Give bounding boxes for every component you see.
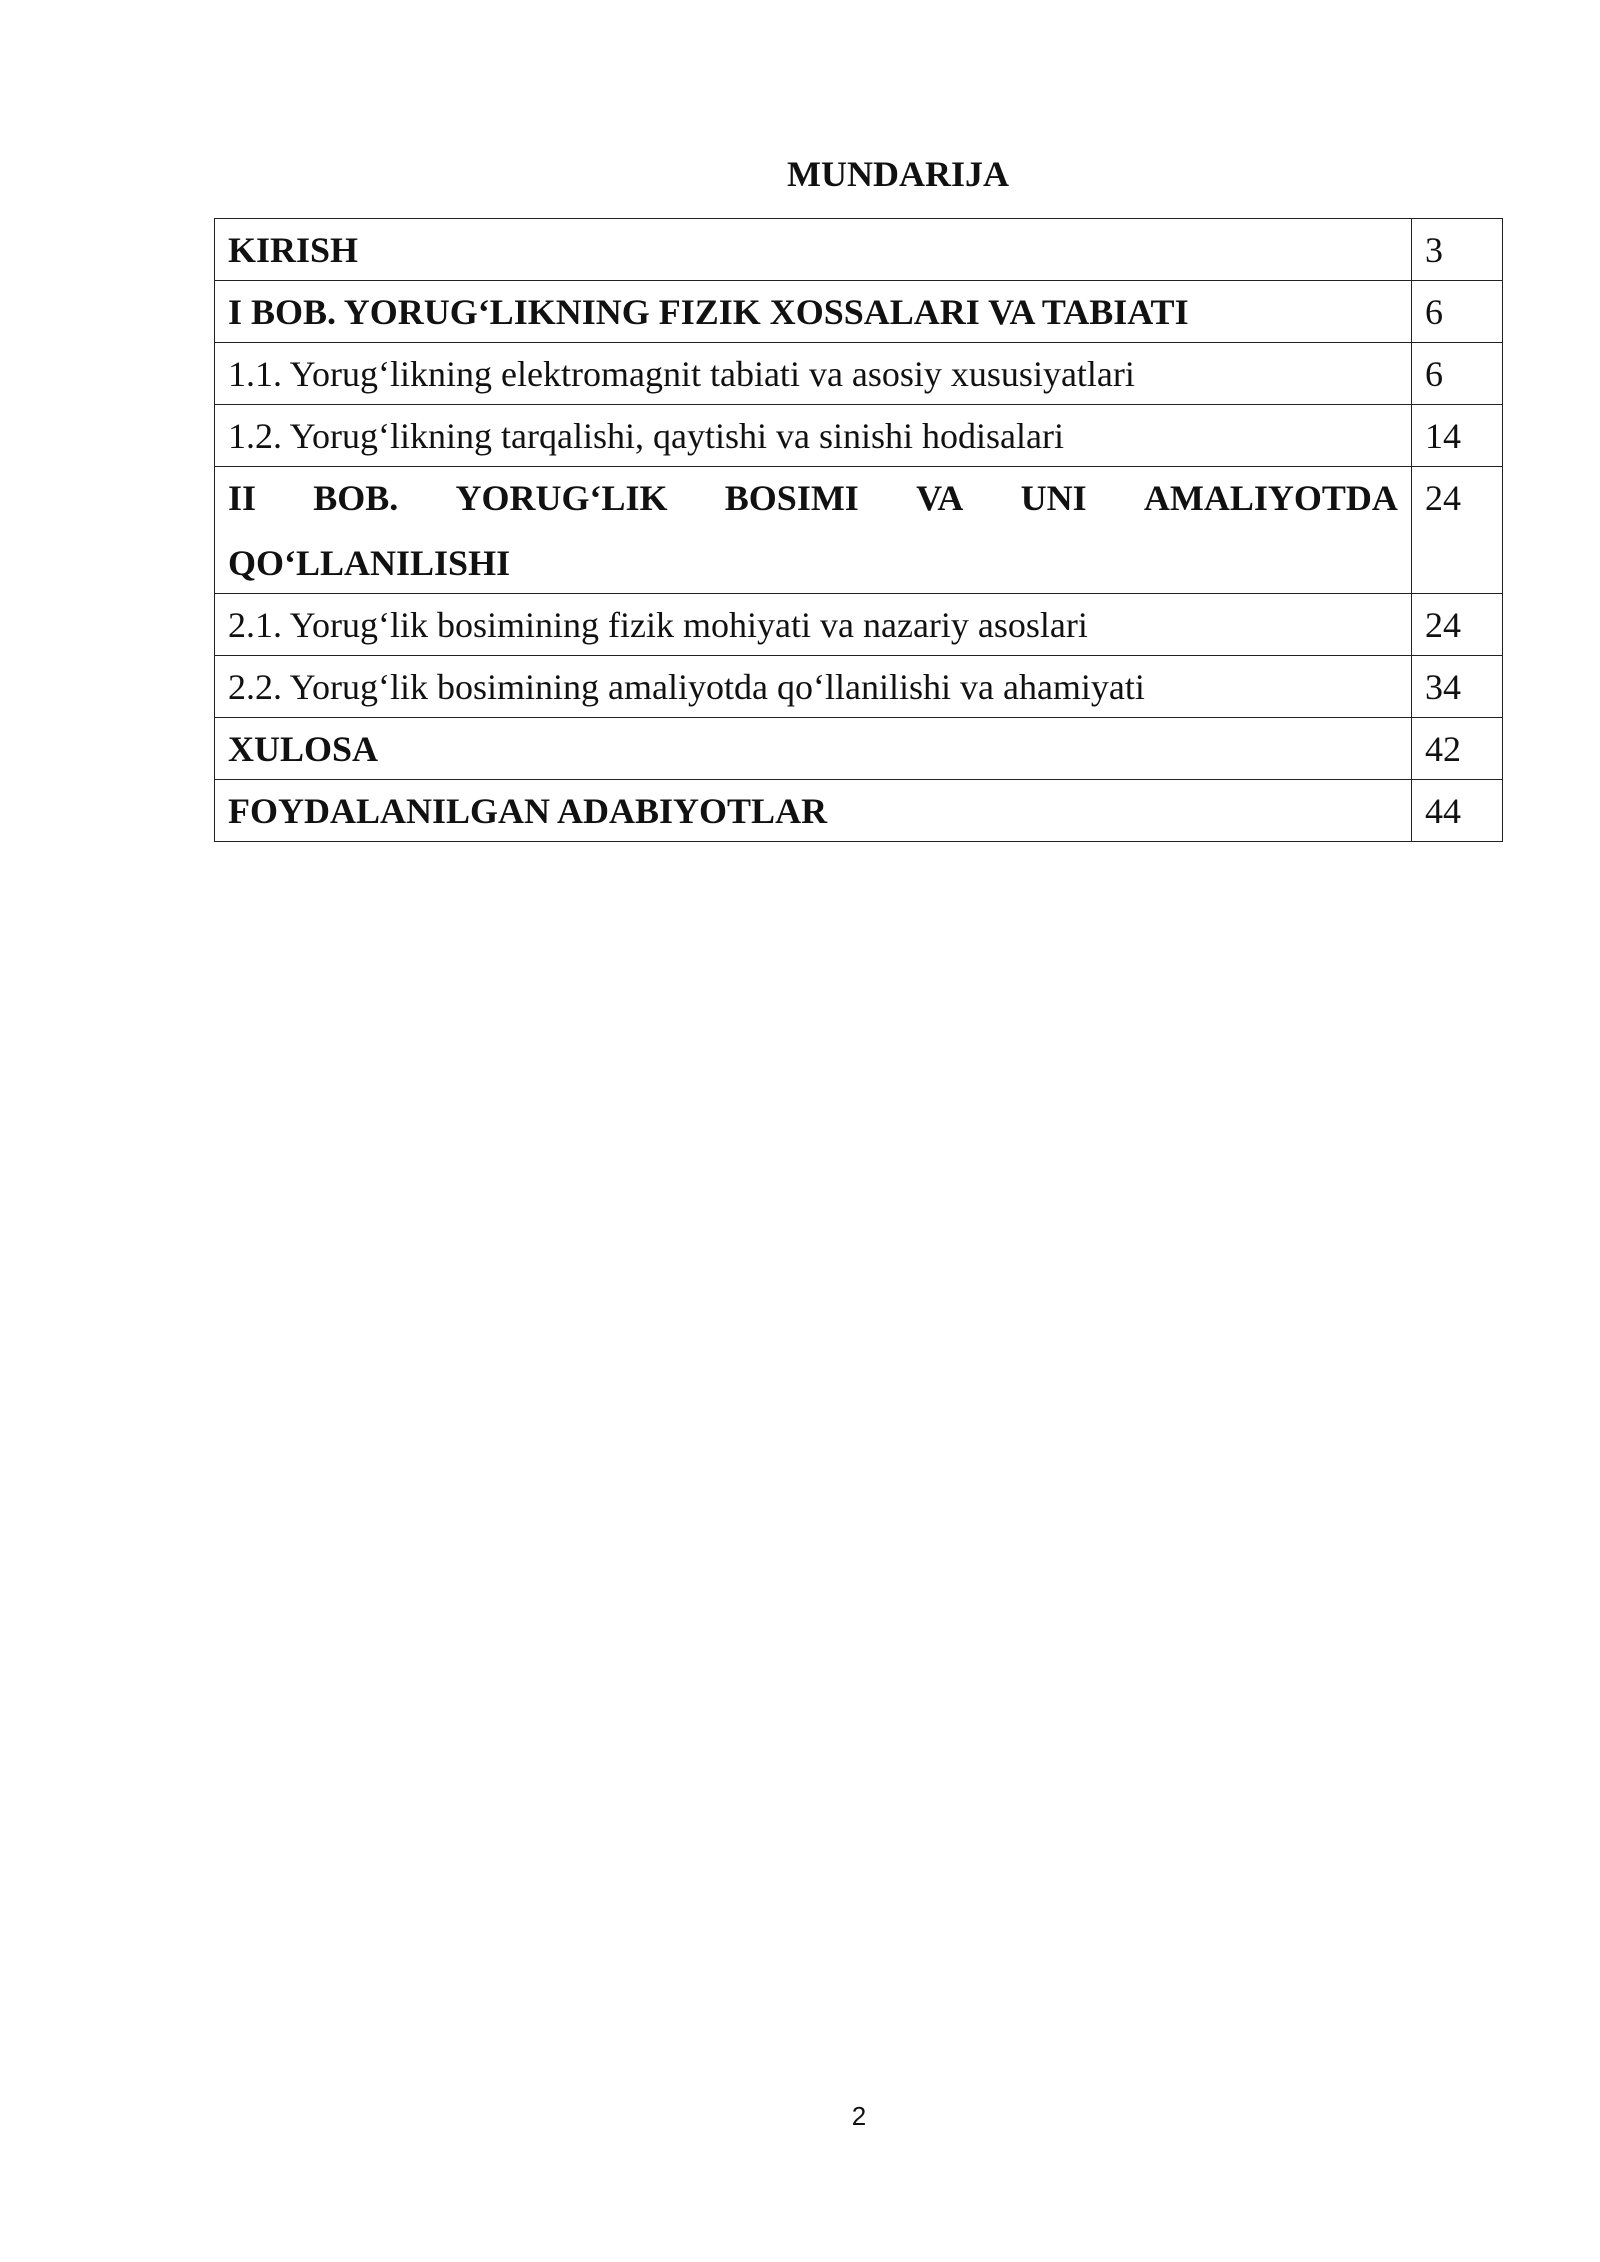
toc-entry-page: 42 [1412,718,1503,780]
toc-row-section-1-2 [215,405,1503,467]
toc-row-conclusion [215,718,1503,780]
justified-title-line [228,476,1398,520]
toc-entry-page: 6 [1412,343,1503,405]
toc-entry-page: 34 [1412,656,1503,718]
toc-entry-page: 24 [1412,594,1503,656]
toc-entry-title: FOYDALANILGAN ADABIYOTLAR [215,780,1412,842]
title-word: AMALIYOTDA [1143,478,1398,518]
toc-entry-title: XULOSA [215,718,1412,780]
title-word: VA [916,478,964,518]
toc-entry-page: 44 [1412,780,1503,842]
toc-entry-title [215,467,1412,594]
toc-entry-title: 1.2. Yorug‘likning tarqalishi, qaytishi va sinishi hodisalari [215,405,1412,467]
toc-entry-title: 2.1. Yorug‘lik bosimining fizik mohiyati va nazariy asoslari [215,594,1412,656]
toc-entry-page: 3 [1412,219,1503,281]
toc-row-section-2-2 [215,656,1503,718]
toc-row-references [215,780,1503,842]
toc-row-chapter-2 [215,467,1503,594]
toc-row-section-2-1 [215,594,1503,656]
toc-entry-title: 1.1. Yorug‘likning elektromagnit tabiati va asosiy xususiyatlari [215,343,1412,405]
toc-row-chapter-1 [215,281,1503,343]
page-title: MUNDARIJA [787,154,1009,194]
toc-entry-title: I BOB. YORUG‘LIKNING FIZIK XOSSALARI VA TABIATI [215,281,1412,343]
toc-entry-title: KIRISH [215,219,1412,281]
page-number: 2 [851,2101,867,2131]
title-word: YORUG‘LIK [455,478,668,518]
toc-entry-page: 14 [1412,405,1503,467]
title-word: UNI [1020,478,1087,518]
toc-row-introduction [215,219,1503,281]
title-word: BOSIMI [724,478,859,518]
title-second-line: QO‘LLANILISHI [228,543,511,583]
toc-entry-page: 24 [1412,467,1503,594]
toc-entry-title: 2.2. Yorug‘lik bosimining amaliyotda qo‘llanilishi va ahamiyati [215,656,1412,718]
toc-entry-page: 6 [1412,281,1503,343]
title-word: BOB. [313,478,399,518]
toc-row-section-1-1 [215,343,1503,405]
table-of-contents [214,218,1503,842]
title-word: II [228,478,257,518]
